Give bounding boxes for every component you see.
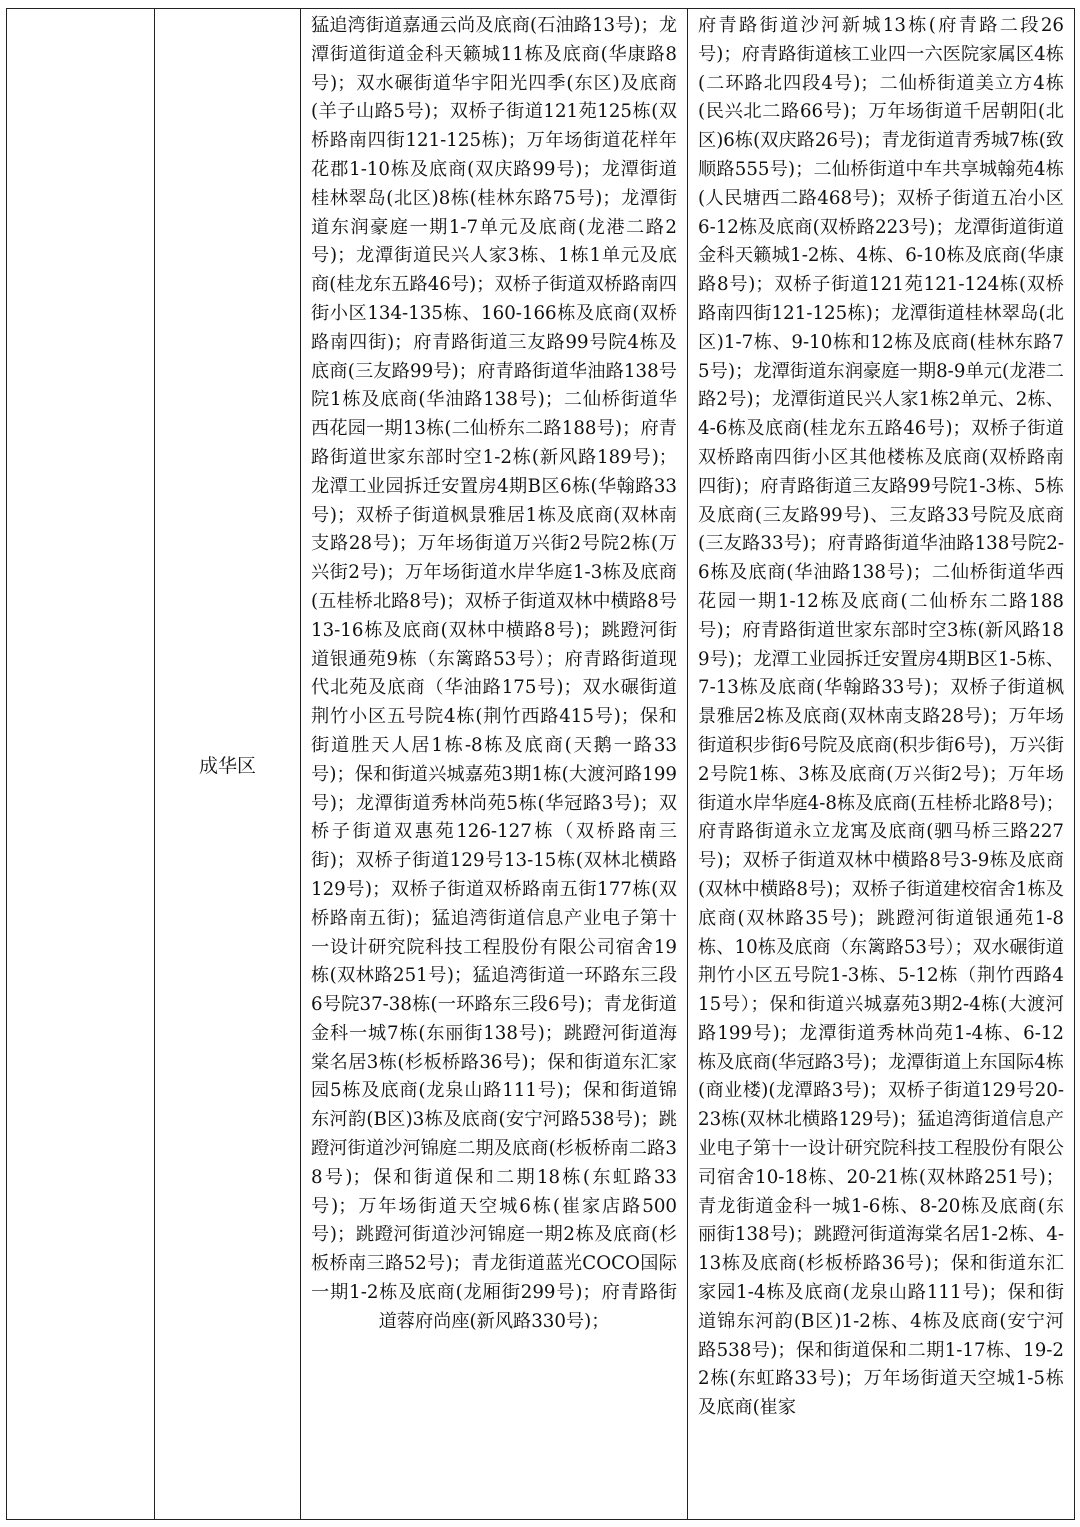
controlled-area-text: 猛追湾街道嘉通云尚及底商(石油路13号)；龙潭街道街道金科天籁城11栋及底商(华康路8号)；双水碾街道华宇阳光四季(东区)及底商(羊子山路5号)；双桥子街道121苑125栋(双桥路南四街121-125栋)；万年场街道花样年花郡1-10栋及底商(双庆路99号)；龙潭街道桂林翠岛(北区)8栋(桂林东路75号)；龙潭街道东润豪庭一期1-7单元及底商(龙港二路2号)；龙潭街道民兴人家3栋、1栋1单元及底商(桂龙东五路46号)；双桥子街道双桥路南四街小区134-135栋、160-166栋及底商(双桥路南四街)；府青路街道三友路99号院4栋及底商(三友路99号)；府青路街道华油路138号院1栋及底商(华油路138号)；二仙桥街道华西花园一期13栋(二仙桥东二路188号)；府青路街道世家东部时空1-2栋(新风路189号)；龙潭工业园拆迁安置房4期B区6栋(华翰路33号)；双桥子街道枫景雅居1栋及底商(双林南支路28号)；万年场街道万兴街2号院2栋(万兴街2号)；万年场街道水岸华庭1-3栋及底商(五桂桥北路8号)；双桥子街道双林中横路8号13-16栋及底商(双林中横路8号)；跳蹬河街道银通苑9栋（东篱路53号）；府青路街道现代北苑及底商（华油路175号)；双水碾街道荆竹小区五号院4栋(荆竹西路415号)；保和街道胜天人居1栋-8栋及底商(天鹅一路33号)；保和街道兴城嘉苑3期1栋(大渡河路199号)；龙潭街道秀林尚苑5栋(华冠路3号)；双桥子街道双惠苑126-127栋（双桥路南三街)；双桥子街道129号13-15栋(双林北横路129号)；双桥子街道双桥路南五街177栋(双桥路南五街)；猛追湾街道信息产业电子第十一设计研究院科技工程股份有限公司宿舍19栋(双林路251号)；猛追湾街道一环路东三段6号院37-38栋(一环路东三段6号)；青龙街道金科一城7栋(东丽街138号)；跳蹬河街道海棠名居3栋(杉板桥路36号)；保和街道东汇家园5栋及底商(龙泉山路111号)；保和街道锦东河韵(B区)3栋及底商(安宁河路538号)；跳蹬河街道沙河锦庭二期及底商(杉板桥南二路38号)；保和街道保和二期18栋(东虹路33号)；万年场街道天空城6栋(崔家店路500号)；跳蹬河街道沙河锦庭一期2栋及底商(杉板桥南三路52号)；青龙街道蓝光COCO国际一期1-2栋及底商(龙厢街299号)；府青路街道蓉府尚座(新风路330号)；: [311, 15, 677, 1332]
district-table: [6, 8, 1075, 1520]
precaution-area-text: 府青路街道沙河新城13栋(府青路二段26号)；府青路街道核工业四一六医院家属区4栋(二环路北四段4号)；二仙桥街道美立方4栋(民兴北二路66号)；万年场街道千居朝阳(北区)6栋(双庆路26号)；青龙街道青秀城7栋(致顺路555号)；二仙桥街道中车共享城翰苑4栋(人民塘西二路468号)；双桥子街道五冶小区6-12栋及底商(双桥路223号)；龙潭街道街道金科天籁城1-2栋、4栋、6-10栋及底商(华康路8号)；双桥子街道121苑121-124栋(双桥路南四街121-125栋)；龙潭街道桂林翠岛(北区)1-7栋、9-10栋和12栋及底商(桂林东路75号)；龙潭街道东润豪庭一期8-9单元(龙港二路2号)；龙潭街道民兴人家1栋2单元、2栋、4-6栋及底商(桂龙东五路46号)；双桥子街道双桥路南四街小区其他楼栋及底商(双桥路南四街)；府青路街道三友路99号院1-3栋、5栋及底商(三友路99号)、三友路33号院及底商(三友路33号)；府青路街道华油路138号院2-6栋及底商(华油路138号)；二仙桥街道华西花园一期1-12栋及底商(二仙桥东二路188号)；府青路街道世家东部时空3栋(新风路189号)；龙潭工业园拆迁安置房4期B区1-5栋、7-13栋及底商(华翰路33号)；双桥子街道枫景雅居2栋及底商(双林南支路28号)；万年场街道积步街6号院及底商(积步街6号)，万兴街2号院1栋、3栋及底商(万兴街2号)；万年场街道水岸华庭4-8栋及底商(五桂桥北路8号)；府青路街道永立龙寓及底商(驷马桥三路227号)；双桥子街道双林中横路8号3-9栋及底商(双林中横路8号)；双桥子街道建校宿舍1栋及底商(双林路35号)；跳蹬河街道银通苑1-8栋、10栋及底商（东篱路53号）；双水碾街道荆竹小区五号院1-3栋、5-12栋（荆竹西路415号）；保和街道兴城嘉苑3期2-4栋(大渡河路199号)；龙潭街道秀林尚苑1-4栋、6-12栋及底商(华冠路3号)；龙潭街道上东国际4栋(商业楼)(龙潭路3号)；双桥子街道129号20-23栋(双林北横路129号)；猛追湾街道信息产业电子第十一设计研究院科技工程股份有限公司宿舍10-18栋、20-21栋(双林路251号)；青龙街道金科一城1-6栋、8-20栋及底商(东丽街138号)；跳蹬河街道海棠名居1-2栋、4-13栋及底商(杉板桥路36号)；保和街道东汇家园1-4栋及底商(龙泉山路111号)；保和街道锦东河韵(B区)1-2栋、4栋及底商(安宁河路538号)；保和街道保和二期1-17栋、19-22栋(东虹路33号)；万年场街道天空城1-5栋及底商(崔家: [698, 15, 1064, 1419]
empty-cell: [7, 9, 155, 1520]
precaution-area-cell: [688, 9, 1075, 1520]
district-name: 成华区: [198, 754, 256, 777]
district-cell: [155, 9, 301, 1520]
controlled-area-cell: [301, 9, 688, 1520]
table-row: [7, 9, 1075, 1520]
